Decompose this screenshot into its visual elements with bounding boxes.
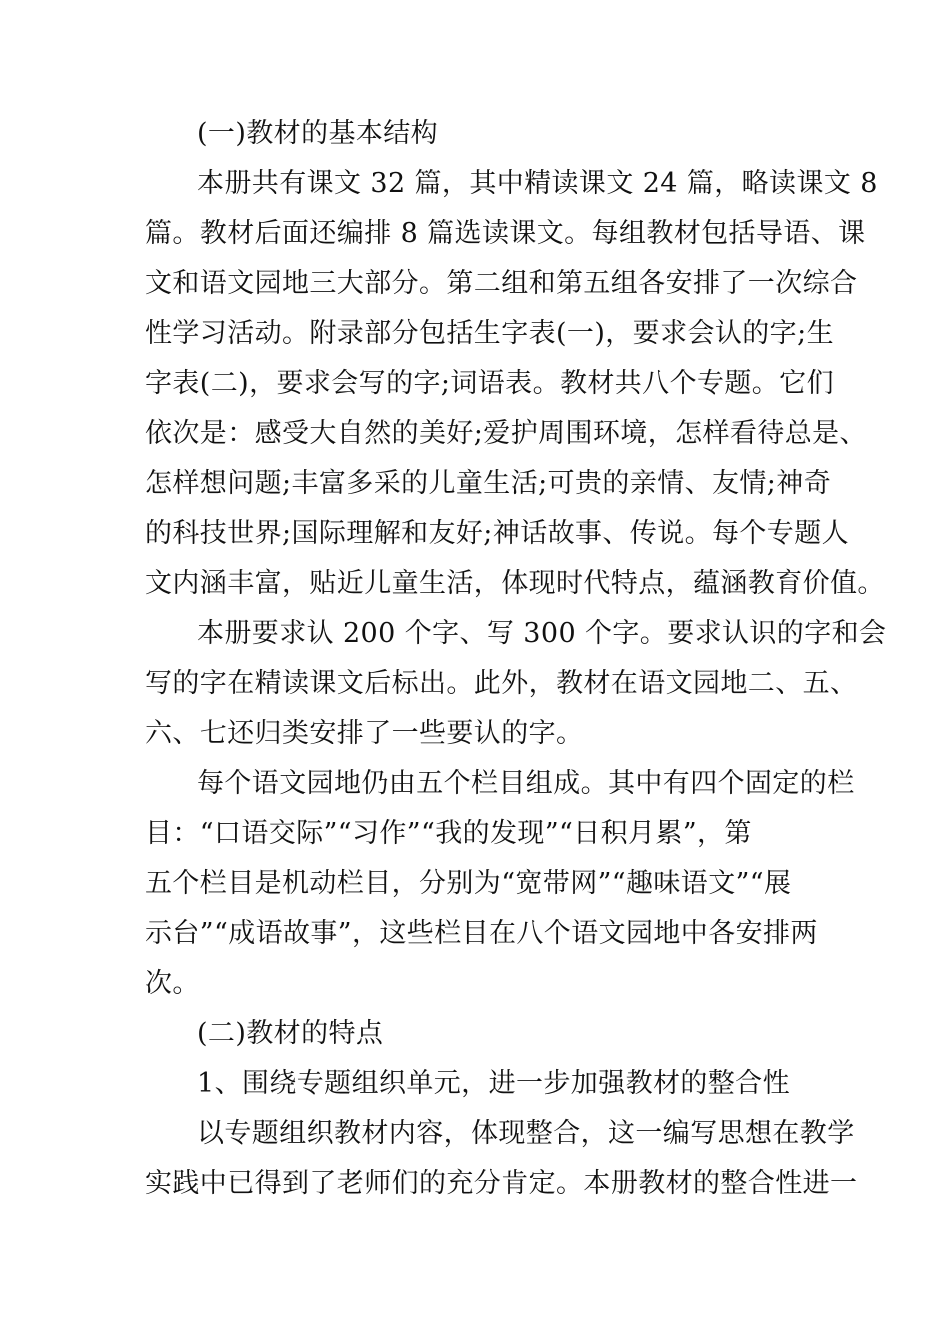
paragraph-line: 篇。教材后面还编排 8 篇选读课文。每组教材包括导语、课 xyxy=(145,218,866,249)
paragraph-line: 实践中已得到了老师们的充分肯定。本册教材的整合性进一 xyxy=(145,1168,858,1199)
paragraph-line: 次。 xyxy=(145,968,200,999)
section-heading-2: (二)教材的特点 xyxy=(197,1018,384,1049)
paragraph-line: 六、七还归类安排了一些要认的字。 xyxy=(145,718,584,749)
paragraph-line: 以专题组织教材内容，体现整合，这一编写思想在教学 xyxy=(197,1118,855,1149)
paragraph-line: 五个栏目是机动栏目，分别为“宽带网”“趣味语文”“展 xyxy=(145,868,792,899)
paragraph-line: 依次是：感受大自然的美好;爱护周围环境，怎样看待总是、 xyxy=(145,418,867,449)
paragraph-line: 本册共有课文 32 篇，其中精读课文 24 篇，略读课文 8 xyxy=(197,168,878,199)
paragraph-line: 本册要求认 200 个字、写 300 个字。要求认识的字和会 xyxy=(197,618,887,649)
paragraph-line: 目：“口语交际”“习作”“我的发现”“日积月累”，第 xyxy=(145,818,752,849)
paragraph-line: 的科技世界;国际理解和友好;神话故事、传说。每个专题人 xyxy=(145,518,849,549)
paragraph-line: 字表(二)，要求会写的字;词语表。教材共八个专题。它们 xyxy=(145,368,834,399)
section-heading-1: (一)教材的基本结构 xyxy=(197,118,439,149)
paragraph-line: 每个语文园地仍由五个栏目组成。其中有四个固定的栏 xyxy=(197,768,855,799)
subheading: 1、围绕专题组织单元，进一步加强教材的整合性 xyxy=(197,1068,790,1099)
paragraph-line: 示台”“成语故事”，这些栏目在八个语文园地中各安排两 xyxy=(145,918,818,949)
paragraph-line: 文和语文园地三大部分。第二组和第五组各安排了一次综合 xyxy=(145,268,858,299)
paragraph-line: 性学习活动。附录部分包括生字表(一)，要求会认的字;生 xyxy=(145,318,834,349)
paragraph-line: 文内涵丰富，贴近儿童生活，体现时代特点，蕴涵教育价值。 xyxy=(145,568,885,599)
paragraph-line: 写的字在精读课文后标出。此外，教材在语文园地二、五、 xyxy=(145,668,858,699)
paragraph-line: 怎样想问题;丰富多采的儿童生活;可贵的亲情、友情;神奇 xyxy=(145,468,832,499)
